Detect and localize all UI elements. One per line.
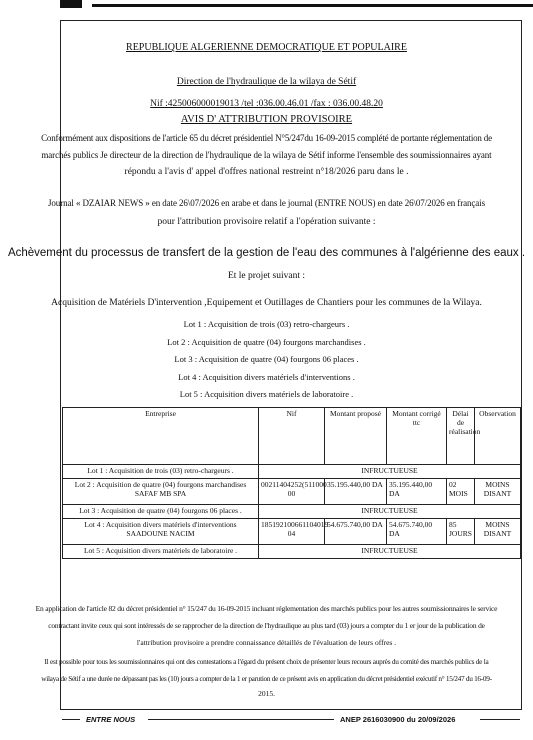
closing-p1-line-1: En application de l'article 82 du décret présidentiel n° 15/247 du 16-09-2015 incluant réglementation des marchés publics pour les autres soumissionnaires le service bbox=[35, 604, 498, 613]
closing-p1-line-3: l'attribution provisoire a prendre connaissance détaillés de l'évaluation de leurs offres . bbox=[136, 638, 397, 647]
closing-p2-line-2: wilaya de Sétif a une durée ne dépassant pas les (10) jours a compter de la 1 er parution de ce présent avis en application du décret présidentiel exécutif n° 15/247 du 16-09- bbox=[41, 674, 492, 683]
lot-3-status: INFRUCTUEUSE bbox=[259, 505, 521, 519]
lot-5-status: INFRUCTUEUSE bbox=[259, 545, 521, 559]
lot-2-observation: MOINS DISANT bbox=[475, 479, 521, 505]
lot-4-label: Lot 4 : Acquisition divers matériels d'interventions bbox=[84, 520, 237, 529]
lot-4-corrected: 54.675.740,00 DA bbox=[387, 519, 447, 545]
footer-rule bbox=[480, 719, 520, 720]
lot-2-corrected: 35.195.440,00 DA bbox=[387, 479, 447, 505]
table-row bbox=[63, 519, 521, 545]
republic-heading: REPUBLIQUE ALGERIENNE DEMOCRATIQUE ET POPULAIRE bbox=[126, 42, 407, 53]
footer-rule bbox=[62, 719, 80, 720]
lot-4-line: Lot 4 : Acquisition divers matériels d'interventions . bbox=[178, 372, 355, 382]
footer-publication: ENTRE NOUS bbox=[86, 715, 136, 724]
intro-line-5: pour l'attribution provisoire relatif a l'opération suivante : bbox=[157, 217, 376, 227]
table-header-row bbox=[63, 408, 521, 465]
intro-line-2: marchés publics Je directeur de la direction de l'hydraulique de la wilaya de Sétif informe l'ensemble des soumissionnaires ayant bbox=[41, 150, 492, 160]
closing-p2-line-3: 2015. bbox=[258, 689, 275, 698]
header-delai: Délai de réalisation bbox=[447, 408, 475, 465]
intro-line-3: répondu a l'avis d' appel d'offres national restreint n°18/2026 paru dans le . bbox=[124, 167, 409, 177]
lot-4-nif: 185192100661104019 04 bbox=[259, 519, 325, 545]
lot-1-status: INFRUCTUEUSE bbox=[259, 465, 521, 479]
project-title: Acquisition de Matériels D'intervention ,Equipement et Outillages de Chantiers pour les communes de la Wilaya. bbox=[51, 298, 482, 308]
lot-3-line: Lot 3 : Acquisition de quatre (04) fourgons 06 places . bbox=[174, 354, 359, 364]
results-table bbox=[62, 407, 521, 559]
intro-line-1: Conformément aux dispositions de l'article 65 du décret présidentiel N°5/247du 16-09-2015 complété de portante réglementation de bbox=[41, 133, 492, 143]
lot-2-cell bbox=[63, 479, 259, 505]
project-intro: Et le projet suivant : bbox=[227, 271, 306, 281]
lot-2-proposed: 35.195.440,00 DA bbox=[325, 479, 387, 505]
lot-5-line: Lot 5 : Acquisition divers matériels de laboratoire . bbox=[179, 389, 354, 399]
closing-p2-line-1: Il est possible pour tous les soumissionnaires qui ont des contestations a l'égard du présent choix de présenter leurs recours auprès du comité des marchés publics de la bbox=[44, 657, 489, 666]
table-row bbox=[63, 505, 521, 519]
operation-title: Achèvement du processus de transfert de la gestion de l'eau des communes à l'algérienne des eaux . bbox=[7, 247, 526, 259]
masthead-mark bbox=[60, 0, 82, 8]
lot-2-label: Lot 2 : Acquisition de quatre (04) fourgons marchandises bbox=[74, 480, 247, 489]
lot-1-line: Lot 1 : Acquisition de trois (03) retro-chargeurs . bbox=[183, 319, 350, 329]
header-observation: Observation bbox=[475, 408, 521, 465]
lot-4-delay: 85 JOURS bbox=[447, 519, 475, 545]
table-row bbox=[63, 479, 521, 505]
lot-5-label: Lot 5 : Acquisition divers matériels de laboratoire . bbox=[63, 545, 259, 559]
footer-rule bbox=[148, 719, 334, 720]
intro-line-4: Journal « DZAIAR NEWS » en date 26\07/2026 en arabe et dans le journal (ENTRE NOUS) en date 26\07/2026 en français bbox=[48, 198, 485, 208]
footer bbox=[62, 712, 520, 726]
lot-1-label: Lot 1 : Acquisition de trois (03) retro-chargeurs . bbox=[63, 465, 259, 479]
lot-2-line: Lot 2 : Acquisition de quatre (04) fourgons marchandises . bbox=[167, 337, 366, 347]
lot-4-proposed: 54.675.740,00 DA bbox=[325, 519, 387, 545]
lot-4-observation: MOINS DISANT bbox=[475, 519, 521, 545]
table-row bbox=[63, 545, 521, 559]
lot-4-company: SAADOUNE NACIM bbox=[126, 529, 195, 538]
closing-p1-line-2: contractant invite ceux qui sont intéressés de se rapprocher de la direction de l'hydraulique au plus tard (03) jours a compter du 1 er jour de la publication de bbox=[48, 621, 485, 630]
header-montant-corrige: Montant corrigé ttc bbox=[387, 408, 447, 465]
header-montant-propose: Montant proposé bbox=[325, 408, 387, 465]
notice-title: AVIS D' ATTRIBUTION PROVISOIRE bbox=[180, 114, 353, 125]
table-row bbox=[63, 465, 521, 479]
lot-3-label: Lot 3 : Acquisition de quatre (04) fourgons 06 places . bbox=[63, 505, 259, 519]
lot-2-company: SAFAF MB SPA bbox=[134, 489, 187, 498]
direction-heading: Direction de l'hydraulique de la wilaya de Sétif bbox=[176, 77, 357, 87]
footer-reference: ANEP 2616030900 du 20/09/2026 bbox=[340, 715, 456, 724]
contact-line: Nif :425006000019013 /tel :036.00.46.01 /fax : 036.00.48.20 bbox=[150, 99, 383, 109]
lot-2-delay: 02 MOIS bbox=[447, 479, 475, 505]
header-entreprise: Entreprise bbox=[63, 408, 259, 465]
lot-4-cell bbox=[63, 519, 259, 545]
masthead-rule bbox=[92, 4, 533, 7]
lot-2-nif: 00211404252(511000 00 bbox=[259, 479, 325, 505]
header-nif: Nif bbox=[259, 408, 325, 465]
